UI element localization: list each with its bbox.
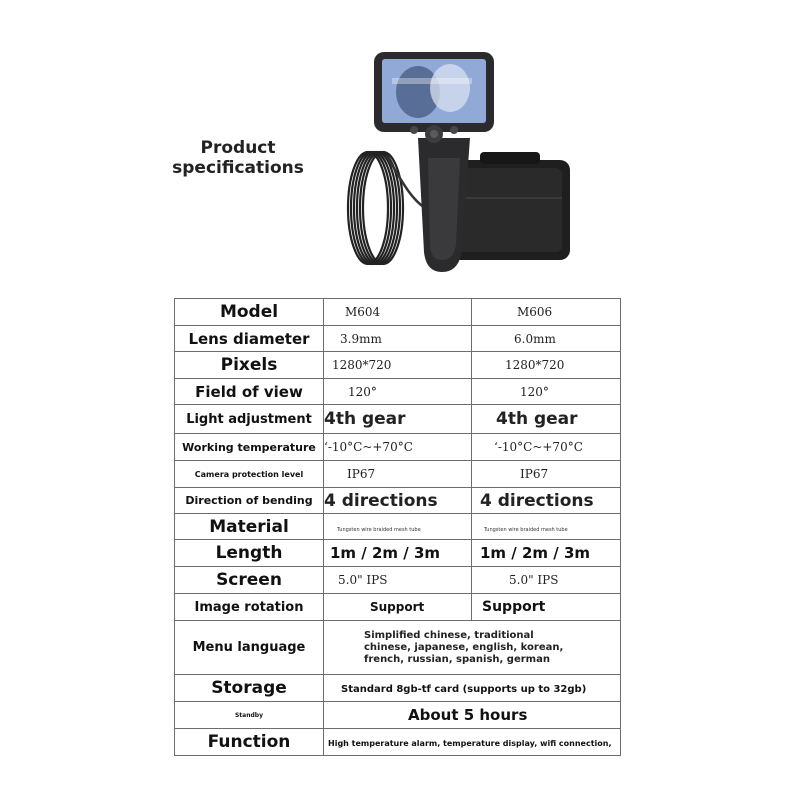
- table-row-pixels: [175, 352, 621, 379]
- row-label: Function: [175, 729, 324, 756]
- row-label: Light adjustment: [175, 405, 324, 434]
- row-label: Menu language: [175, 621, 324, 675]
- m606-value: Tungsten wire braided mesh tube: [472, 514, 621, 540]
- m606-value: 4th gear: [472, 405, 621, 434]
- table-row-fov: [175, 379, 621, 405]
- m604-value: 5.0" IPS: [324, 567, 472, 594]
- m606-value: 6.0mm: [472, 326, 621, 352]
- m606-value: 120°: [472, 379, 621, 405]
- row-label: Lens diameter: [175, 326, 324, 352]
- table-row-standby: [175, 702, 621, 729]
- m606-value: ‘-10°C~+70°C: [472, 434, 621, 461]
- table-row-rotation: [175, 594, 621, 621]
- table-row-protection: [175, 461, 621, 488]
- m604-value: 4th gear: [324, 405, 472, 434]
- carrying-case: [450, 152, 570, 260]
- heading-line-2: specifications: [172, 158, 304, 178]
- m606-value: 5.0" IPS: [472, 567, 621, 594]
- m606-value: 1280*720: [472, 352, 621, 379]
- menu-language-value: [324, 621, 621, 675]
- storage-value: Standard 8gb-tf card (supports up to 32gb): [324, 675, 621, 702]
- product-specifications-heading: [162, 138, 314, 178]
- table-row-length: [175, 540, 621, 567]
- menu-language-line: french, russian, spanish, german: [364, 653, 550, 665]
- m604-value: 1m / 2m / 3m: [324, 540, 472, 567]
- table-row-bending: [175, 488, 621, 514]
- heading-line-1: Product: [200, 138, 276, 158]
- m606-value: Support: [472, 594, 621, 621]
- row-label: Pixels: [175, 352, 324, 379]
- table-row-temperature: [175, 434, 621, 461]
- row-label: Model: [175, 299, 324, 326]
- m604-value: 3.9mm: [324, 326, 472, 352]
- m604-value: 4 directions: [324, 488, 472, 514]
- row-label: Image rotation: [175, 594, 324, 621]
- table-row-material: [175, 514, 621, 540]
- row-label: Working temperature: [175, 434, 324, 461]
- endoscope-product-image: [330, 48, 580, 288]
- m604-value: M604: [324, 299, 472, 326]
- table-row-function: [175, 729, 621, 756]
- m606-value: 4 directions: [472, 488, 621, 514]
- m604-value: 120°: [324, 379, 472, 405]
- m604-value: Support: [324, 594, 472, 621]
- specifications-table: [174, 298, 621, 756]
- table-row-screen: [175, 567, 621, 594]
- m606-value: 1m / 2m / 3m: [472, 540, 621, 567]
- row-label: Storage: [175, 675, 324, 702]
- m606-value: M606: [472, 299, 621, 326]
- coiled-cable: [348, 152, 425, 264]
- table-row-lens: [175, 326, 621, 352]
- menu-language-line: chinese, japanese, english, korean,: [364, 641, 564, 653]
- row-label: Screen: [175, 567, 324, 594]
- table-row-storage: [175, 675, 621, 702]
- table-row-light: [175, 405, 621, 434]
- m604-value: IP67: [324, 461, 472, 488]
- row-label: Direction of bending: [175, 488, 324, 514]
- m604-value: Tungsten wire braided mesh tube: [324, 514, 472, 540]
- row-label: Length: [175, 540, 324, 567]
- row-label: Standby: [175, 702, 324, 729]
- m604-value: 1280*720: [324, 352, 472, 379]
- menu-language-line: Simplified chinese, traditional: [364, 629, 534, 641]
- table-row-model: [175, 299, 621, 326]
- row-label: Field of view: [175, 379, 324, 405]
- m606-value: IP67: [472, 461, 621, 488]
- standby-value: About 5 hours: [324, 702, 621, 729]
- row-label: Camera protection level: [175, 461, 324, 488]
- table-row-menu-language: [175, 621, 621, 675]
- device-screen: [374, 52, 494, 132]
- row-label: Material: [175, 514, 324, 540]
- m604-value: ‘-10°C~+70°C: [324, 434, 472, 461]
- function-value: High temperature alarm, temperature display, wifi connection,: [324, 729, 621, 756]
